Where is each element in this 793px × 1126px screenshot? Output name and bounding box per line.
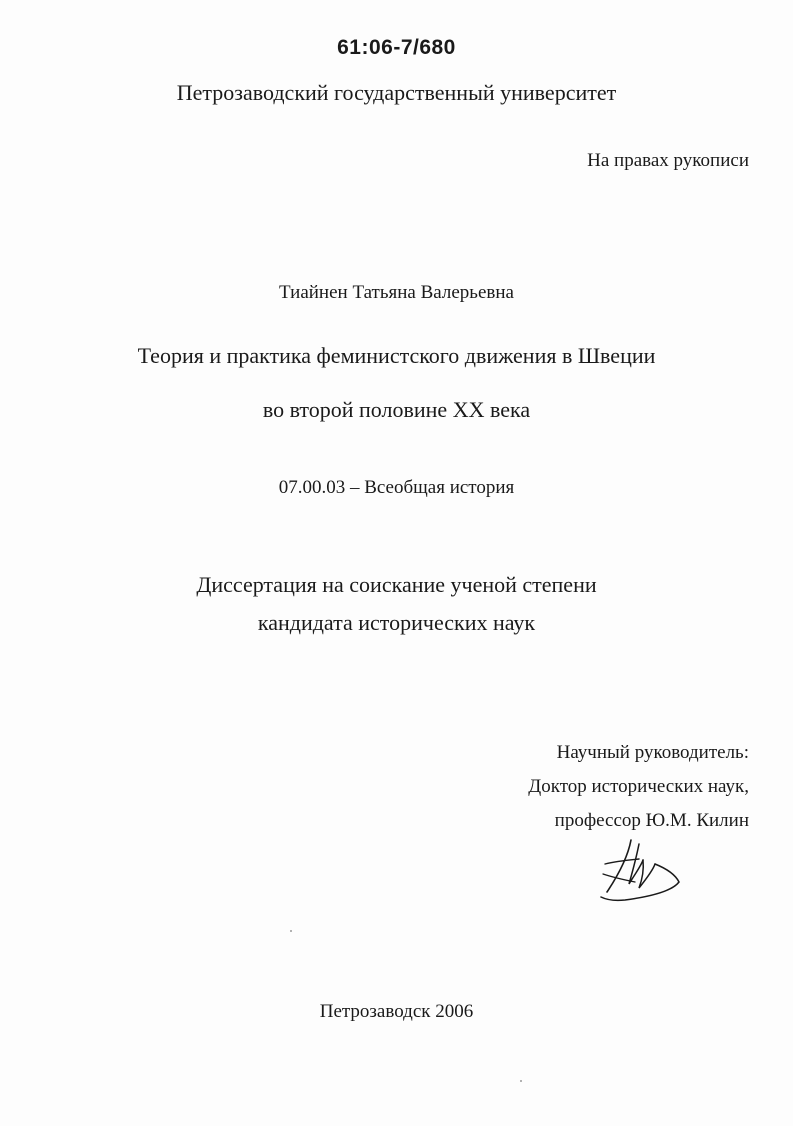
supervisor-label: Научный руководитель: [556, 742, 749, 763]
thesis-title-line-1: Теория и практика феминистского движения в Швеции [137, 343, 656, 368]
registry-code: 61:06-7/680 [337, 36, 456, 59]
author-name: Тиайнен Татьяна Валерьевна [279, 282, 514, 303]
supervisor-degree: Доктор исторических наук, [528, 776, 749, 797]
rights-note: На правах рукописи [587, 150, 749, 171]
supervisor-signature [595, 834, 690, 904]
degree-line-1: Диссертация на соискание ученой степени [196, 572, 597, 597]
scan-speck [520, 1080, 522, 1082]
scan-speck [290, 930, 292, 932]
specialty-code: 07.00.03 – Всеобщая история [278, 477, 515, 498]
city-year: Петрозаводск 2006 [319, 1001, 474, 1022]
supervisor-name: профессор Ю.М. Килин [554, 810, 749, 831]
university-name: Петрозаводский государственный университет [176, 80, 617, 105]
thesis-title-line-2: во второй половине XX века [262, 397, 531, 422]
degree-line-2: кандидата исторических наук [257, 610, 536, 635]
